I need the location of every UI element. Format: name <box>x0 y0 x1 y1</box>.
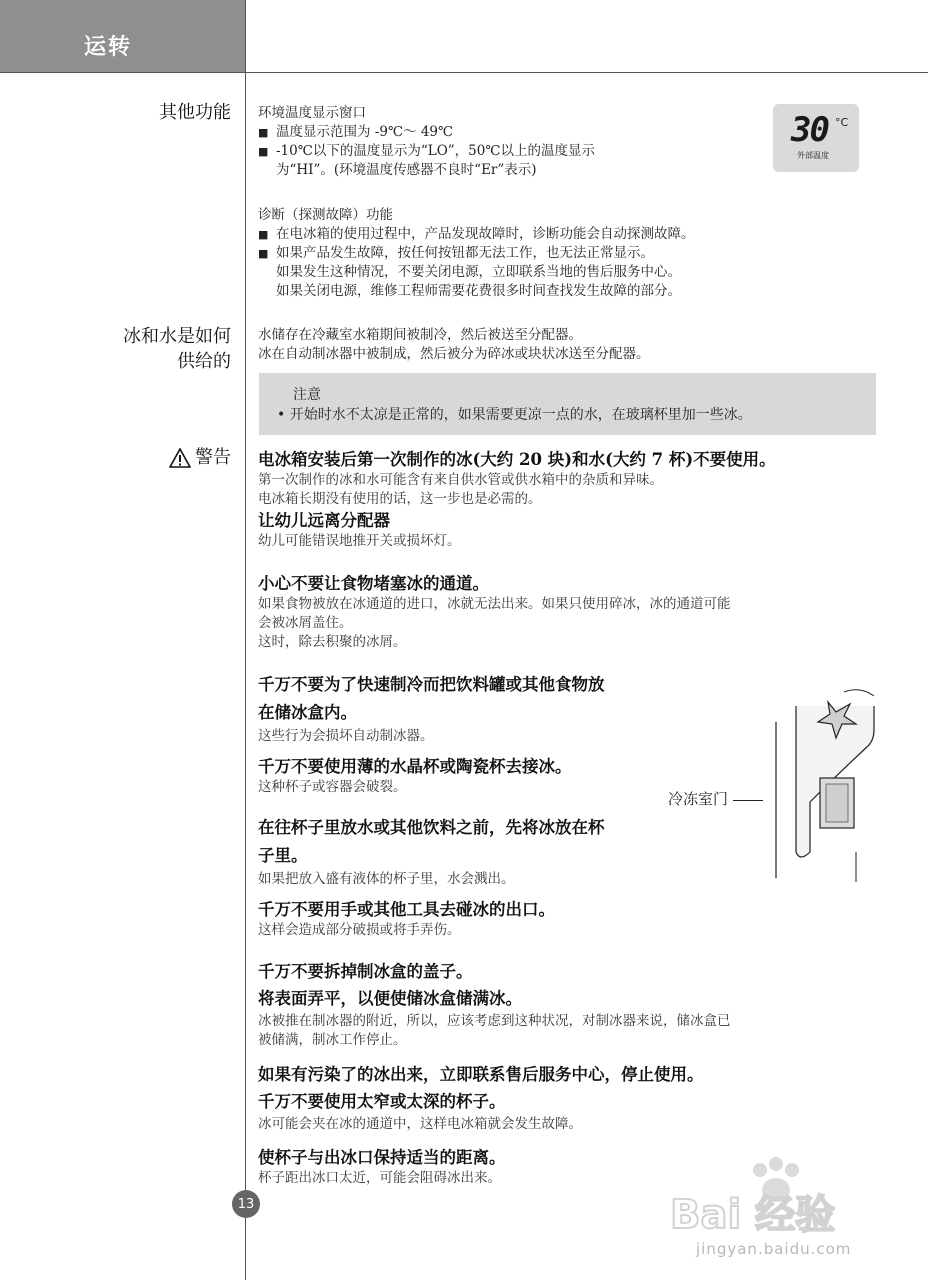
temperature-display <box>773 104 859 172</box>
note-box <box>259 373 876 435</box>
warning-desc: 这时，除去积聚的冰屑。 <box>258 634 407 650</box>
warning-heading: 在往杯子里放水或其他饮料之前，先将冰放在杯 <box>258 818 605 837</box>
warning-block-2 <box>258 572 898 652</box>
ambient-bullet: ■ -10℃以下的温度显示为“LO”，50℃以上的温度显示 <box>258 142 898 161</box>
ambient-bullet: ■ 温度显示范围为 -9℃～ 49℃ <box>258 123 898 142</box>
diag-title: 诊断（探测故障）功能 <box>258 207 393 223</box>
section-label-other-functions: 其他功能 <box>159 102 231 123</box>
temperature-unit: °C <box>835 116 849 129</box>
ambient-title: 环境温度显示窗口 <box>258 105 366 121</box>
diag-cont: 如果关闭电源，维修工程师需要花费很多时间查找发生故障的部分。 <box>276 283 681 299</box>
ice-water-line: 冰在自动制冰器中被制成，然后被分为碎冰或块状冰送至分配器。 <box>258 346 650 362</box>
warning-desc: 如果把放入盛有液体的杯子里，水会溅出。 <box>258 871 515 887</box>
warning-desc: 这种杯子或容器会破裂。 <box>258 779 407 795</box>
note-text: • 开始时水不太凉是正常的，如果需要更凉一点的水，在玻璃杯里加一些冰。 <box>277 407 752 423</box>
section-label-ice-water <box>123 324 231 374</box>
warning-heading: 如果有污染了的冰出来，立即联系售后服务中心，停止使用。 <box>258 1065 704 1084</box>
label-line: 冰和水是如何 <box>123 326 231 347</box>
warning-block-8 <box>258 1061 898 1134</box>
ambient-cont: 为“HI”。(环境温度传感器不良时“Er”表示) <box>276 162 537 178</box>
warning-heading: 千万不要使用太窄或太深的杯子。 <box>258 1092 506 1111</box>
warning-heading: 子里。 <box>258 846 308 865</box>
diag-bullet: ■ 如果产品发生故障，按任何按钮都无法工作，也无法正常显示。 <box>258 244 898 263</box>
watermark-brand: Bai 经验 <box>670 1192 836 1238</box>
warning-desc: 冰可能会夹在冰的通道中，这样电冰箱就会发生故障。 <box>258 1116 582 1132</box>
warning-heading: 小心不要让食物堵塞冰的通道。 <box>258 574 489 593</box>
warning-heading: 千万不要为了快速制冷而把饮料罐或其他食物放 <box>258 675 605 694</box>
warning-heading: 千万不要拆掉制冰盒的盖子。 <box>258 962 473 981</box>
warning-heading: 让幼儿远离分配器 <box>258 511 390 530</box>
warning-heading: 使杯子与出冰口保持适当的距离。 <box>258 1148 506 1167</box>
temperature-value: 30 <box>791 110 828 150</box>
warning-desc: 这样会造成部分破损或将手弄伤。 <box>258 922 461 938</box>
dispenser-illustration <box>770 682 890 882</box>
temperature-label: 外部温度 <box>797 151 829 160</box>
warning-desc: 杯子距出冰口太近，可能会阻碍冰出来。 <box>258 1170 501 1186</box>
diag-cont: 如果发生这种情况，不要关闭电源，立即联系当地的售后服务中心。 <box>276 264 681 280</box>
callout-text: 冷冻室门 <box>668 790 729 808</box>
ice-water-line: 水储存在冷藏室水箱期间被制冷，然后被送至分配器。 <box>258 327 582 343</box>
warning-heading: 千万不要用手或其他工具去碰冰的出口。 <box>258 900 555 919</box>
warning-desc: 电冰箱长期没有使用的话，这一步也是必需的。 <box>258 491 542 507</box>
warning-desc: 冰被推在制冰器的附近，所以，应该考虑到这种状况，对制冰器来说，储冰盒已 <box>258 1013 731 1029</box>
warning-block-1 <box>258 448 898 551</box>
page-title: 运转 <box>84 35 133 60</box>
warning-block-6 <box>258 898 898 940</box>
note-title: 注意 <box>293 387 321 403</box>
warning-desc: 被储满，制冰工作停止。 <box>258 1032 407 1048</box>
label-line: 供给的 <box>177 351 231 372</box>
warning-desc: 会被冰屑盖住。 <box>258 615 353 631</box>
warning-desc: 第一次制作的冰和水可能含有来自供水管或供水箱中的杂质和异味。 <box>258 472 663 488</box>
diag-bullet: ■ 在电冰箱的使用过程中，产品发现故障时，诊断功能会自动探测故障。 <box>258 225 898 244</box>
callout-line <box>733 800 763 801</box>
warning-desc: 这些行为会损坏自动制冰器。 <box>258 728 434 744</box>
warning-label-text: 警告 <box>195 447 231 468</box>
warning-block-7 <box>258 958 898 1050</box>
warning-desc: 如果食物被放在冰通道的进口，冰就无法出来。如果只使用碎冰，冰的通道可能 <box>258 596 731 612</box>
section-label-warning <box>169 445 231 470</box>
warning-heading: 千万不要使用薄的水晶杯或陶瓷杯去接冰。 <box>258 757 572 776</box>
ice-water-block <box>258 326 898 364</box>
warning-heading: 电冰箱安装后第一次制作的冰(大约 20 块)和水(大约 7 杯)不要使用。 <box>258 450 776 469</box>
warning-heading: 将表面弄平，以便使储冰盒储满冰。 <box>258 989 522 1008</box>
freezer-door-callout <box>668 788 763 809</box>
header-tab <box>0 0 245 73</box>
page-number: 13 <box>232 1190 260 1218</box>
warning-block-3 <box>258 671 698 746</box>
watermark-url: jingyan.baidu.com <box>696 1240 852 1258</box>
warning-icon <box>169 448 191 468</box>
warning-heading: 在储冰盒内。 <box>258 703 357 722</box>
warning-block-5 <box>258 814 698 889</box>
warning-block-4 <box>258 755 698 797</box>
warning-desc: 幼儿可能错误地推开关或损坏灯。 <box>258 533 461 549</box>
diagnosis-block <box>258 206 898 301</box>
vertical-divider <box>245 0 246 1280</box>
header-divider <box>245 72 928 73</box>
